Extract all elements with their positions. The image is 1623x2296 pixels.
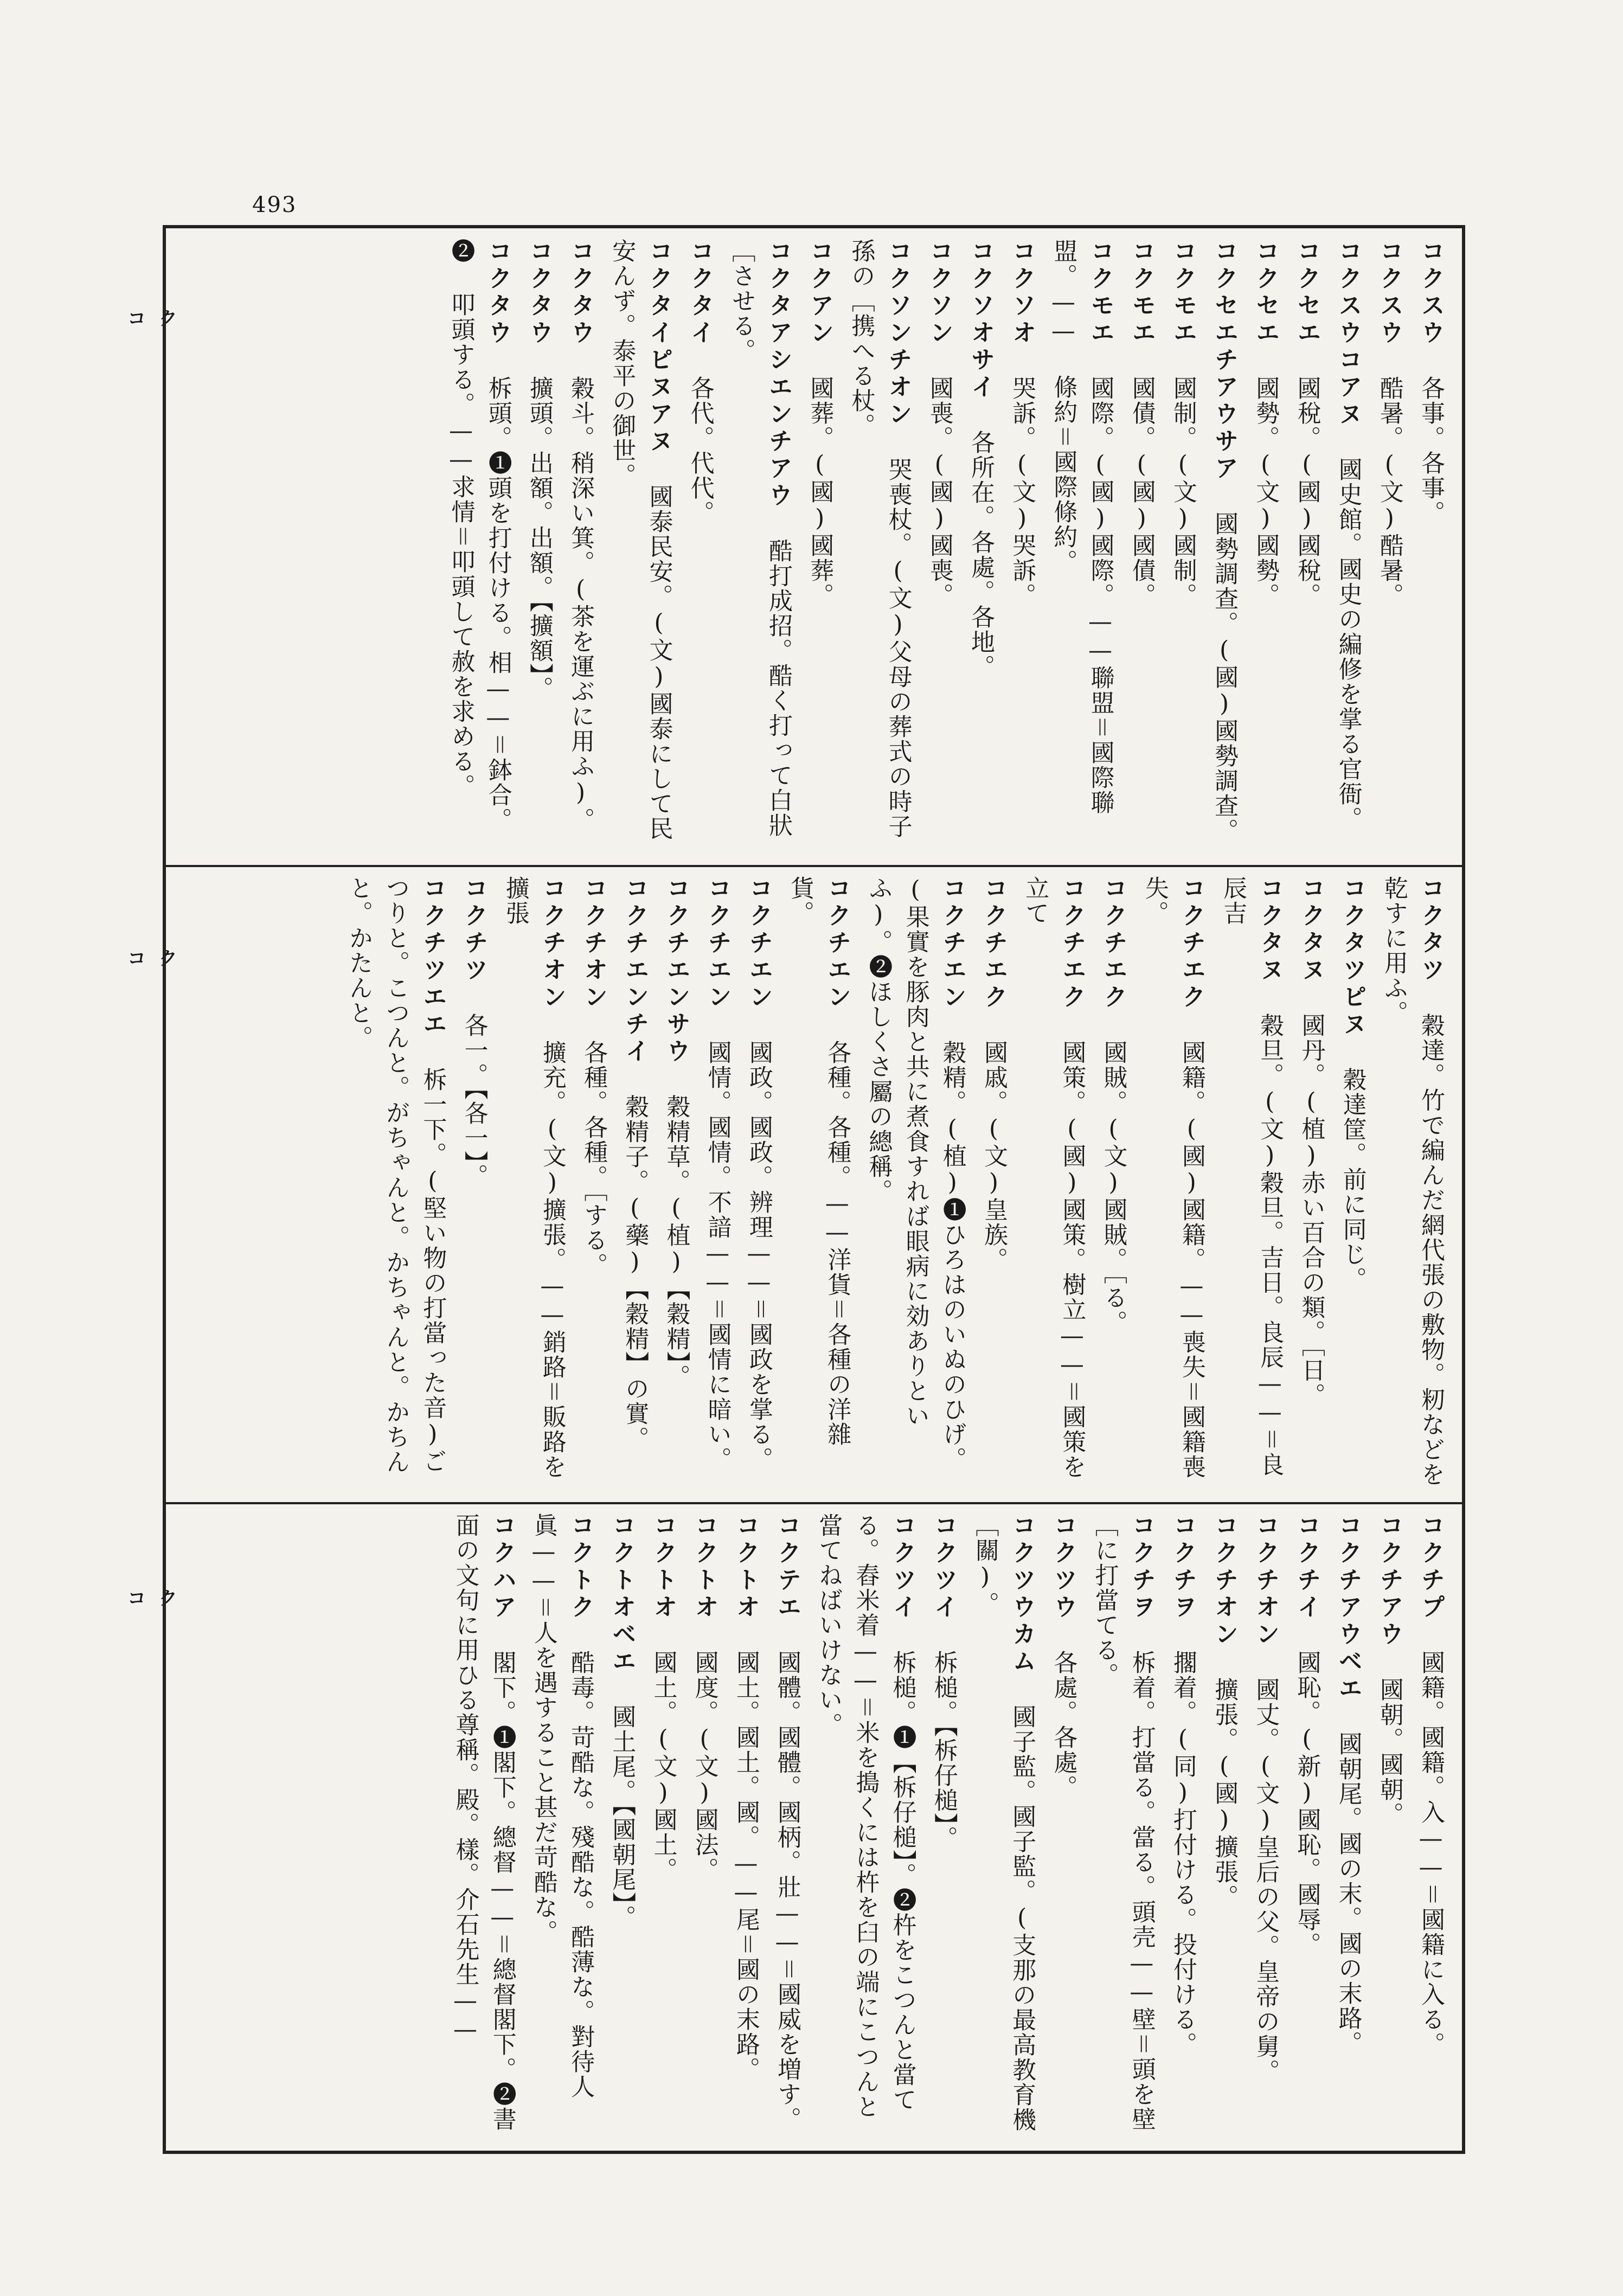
entry-headword: コクソンチオン (884, 239, 912, 428)
entry-definition: 穀精。(植)❶ひろはのいぬのひげ。(果實を豚肉と共に煮食すれば眼病に効ありといふ)。❷ほしくさ屬の總稱。 (864, 876, 966, 1472)
dictionary-entry (616, 876, 653, 1491)
entry-headword: コクツウカム (1008, 1513, 1036, 1676)
entry-definition: 國史館。國史の編修を掌る官衙。 (1334, 457, 1362, 831)
entry-definition: 穀精草。(植)【穀精】。 (662, 1094, 690, 1389)
entry-definition: 穀達筐。前に同じ。 (1338, 1067, 1367, 1292)
dictionary-entry (727, 1513, 764, 2142)
entry-definition: 國葬。(國)國葬。 (806, 376, 834, 608)
entry-definition: 哭訴。(文)哭訴。 (1008, 376, 1036, 608)
dictionary-entry (681, 239, 718, 854)
entry-definition: 柝頭。❶頭を打付ける。相——＝鉢合。❷ 叩頭する。——求情＝叩頭して赦を求める。 (447, 239, 512, 832)
dictionary-entry (446, 1513, 520, 2160)
dictionary-entry (966, 1513, 1040, 2142)
dictionary-entry (925, 1513, 962, 2142)
band-divider (163, 865, 1465, 867)
dictionary-entry (1412, 1513, 1449, 2142)
dictionary-entry (644, 1513, 681, 2142)
entry-headword: コクタヌ (1256, 876, 1284, 984)
entry-headword: コクソオサイ (966, 239, 995, 401)
entry-definition: 國戚。(文)皇族。 (979, 1040, 1008, 1272)
dictionary-entry (657, 876, 694, 1491)
entry-headword: コクモエ (1127, 239, 1156, 347)
entry-headword: コクチエンサウ (662, 876, 690, 1066)
entry-headword: コクタイピヌアヌ (645, 239, 673, 456)
entry-headword: コクチエンチイ (621, 876, 649, 1066)
dictionary-entry (1412, 239, 1449, 854)
entry-definition: 國丹。(植)赤い百合の類。［日。 (1297, 1013, 1325, 1408)
dictionary-entry (1123, 239, 1160, 854)
dictionary-entry (810, 1513, 921, 2142)
dictionary-entry (1333, 876, 1370, 1491)
entry-definition: 各處。各處。 (1049, 1650, 1077, 1800)
entry-headword: コクチオン (1252, 1513, 1280, 1649)
entry-definition: 國子監。國子監。(支那の最高教育機［關)。 (971, 1513, 1036, 2132)
entry-definition: 各種。各種。——洋貨＝各種の洋雜貨。 (786, 876, 851, 1447)
dictionary-entry (1292, 876, 1329, 1491)
entry-headword: コクスウ (1417, 239, 1445, 347)
entry-headword: コクトオ (649, 1513, 677, 1621)
entry-definition: 國喪。(國)國喪。 (925, 376, 953, 608)
entry-definition: 國丈。(文)皇后の父。皇帝の舅。 (1252, 1677, 1280, 2084)
entry-definition: 各事。各事。 (1417, 376, 1445, 525)
dictionary-entry (1094, 876, 1131, 1491)
entry-definition: 國賊。(文)國賊。［る。 (1099, 1040, 1127, 1335)
dictionary-entry (1375, 876, 1449, 1491)
entry-headword: コクチエン (938, 876, 966, 1011)
entry-headword: コクスウコアヌ (1334, 239, 1362, 428)
entry-headword: コクチエク (1177, 876, 1205, 1011)
entry-definition: 各代。代代。 (686, 376, 714, 525)
entry-headword: コクセエ (1293, 239, 1321, 347)
dictionary-entry (842, 239, 916, 854)
dictionary-entry (497, 876, 570, 1491)
entry-definition: 國情。國情。不諳——＝國情に暗い。 (703, 1040, 732, 1472)
entry-headword: コクトオ (732, 1513, 760, 1621)
entry-definition: 穀精子。(藥)【穀精】の實。 (621, 1094, 649, 1451)
entry-headword: コクソン (925, 239, 953, 347)
entry-headword: コクチエン (745, 876, 773, 1011)
entry-definition: 酷暑。(文)酷暑。 (1375, 376, 1403, 608)
dictionary-entry (1205, 239, 1242, 854)
dictionary-entry (1164, 239, 1201, 854)
dictionary-band-top (179, 239, 1449, 854)
entry-headword: コクタツ (1417, 876, 1445, 984)
dictionary-entry (921, 239, 958, 854)
entry-headword: コクテエ (773, 1513, 801, 1621)
entry-headword: コクアン (806, 239, 834, 347)
entry-headword: コクチオン (580, 876, 608, 1011)
entry-headword: コクセエチアウサア (1210, 239, 1239, 483)
entry-headword: コクチアウ (1375, 1513, 1403, 1649)
entry-headword: コクツウ (1049, 1513, 1077, 1621)
dictionary-entry (340, 876, 451, 1491)
entry-definition: 國制。(文)國制。 (1169, 376, 1197, 608)
dictionary-entry (1214, 876, 1288, 1491)
entry-headword: コクチエク (979, 876, 1008, 1011)
entry-headword: コクタウ (525, 239, 553, 347)
entry-headword: コクチヲ (1127, 1513, 1156, 1621)
dictionary-entry (723, 239, 797, 854)
entry-definition: 國土。國土。國。——尾＝國の末路。 (732, 1650, 760, 2082)
dictionary-entry (455, 876, 492, 1491)
dictionary-entry (603, 239, 677, 854)
entry-headword: コクタウ (567, 239, 595, 347)
dictionary-entry (1288, 239, 1325, 854)
dictionary-entry (1086, 1513, 1159, 2142)
dictionary-entry (1371, 239, 1408, 854)
entry-headword: コクチエク (1058, 876, 1086, 1011)
entry-definition: 酷毒。苛酷な。殘酷な。酷薄な。對待人 眞——＝人を遇すること甚だ苛酷な。 (529, 1513, 595, 2128)
entry-headword: コクタアシエンチアウ (765, 239, 792, 510)
dictionary-entry (1016, 876, 1090, 1491)
entry-definition: 各種。各種。［する。 (580, 1040, 608, 1278)
running-head-1: コ ク (127, 308, 181, 330)
entry-definition: 國際。(國)國際。——聯盟＝國際聯盟。—— 條約＝國際條約。 (1049, 239, 1114, 815)
dictionary-band-middle (179, 876, 1449, 1491)
entry-headword: コクチイ (1293, 1513, 1321, 1621)
entry-headword: コクチエン (823, 876, 851, 1011)
dictionary-entry (962, 239, 999, 854)
dictionary-entry (525, 1513, 599, 2142)
running-head-3: コ ク (127, 1588, 181, 1609)
entry-definition: 國度。(文)國法。 (690, 1650, 719, 1882)
entry-definition: 柝槌。【柝仔槌】。 (929, 1650, 958, 1851)
entry-headword: コクチヲ (1169, 1513, 1197, 1621)
entry-headword: コクモエ (1086, 239, 1114, 347)
dictionary-entry (603, 1513, 640, 2142)
entry-definition: 柝一下。(堅い物の打當った音)ごつりと。こつんと。がちゃんと。かちゃんと。かちんと。かたんと。 (344, 876, 447, 1474)
entry-definition: 穀斗。稍深い箕。(茶を運ぶに用ふ)。 (567, 376, 595, 832)
entry-headword: コクトオベエ (608, 1513, 636, 1676)
band-divider (163, 1502, 1465, 1504)
entry-definition: 國債。(國)國債。 (1127, 376, 1156, 608)
dictionary-entry (575, 876, 612, 1491)
entry-definition: 國勢調查。(國)國勢調查。 (1210, 511, 1239, 843)
entry-headword: コクタウ (484, 239, 512, 347)
entry-definition: 穀達。竹で編んだ網代張の敷物。籾などを乾すに用ふ。 (1380, 876, 1445, 1487)
dictionary-entry (698, 876, 735, 1491)
entry-headword: コクチツ (460, 876, 488, 984)
dictionary-entry (685, 1513, 722, 2142)
dictionary-entry (521, 239, 557, 854)
entry-headword: コクトオ (690, 1513, 719, 1621)
dictionary-entry (801, 239, 838, 854)
dictionary-entry (1044, 239, 1118, 854)
entry-definition: 穀旦。(文)穀旦。吉日。良辰——＝良辰吉 (1219, 876, 1284, 1477)
entry-headword: コクツイ (888, 1513, 916, 1621)
entry-definition: 國土。(文)國土。 (649, 1650, 677, 1882)
entry-definition: 擴充。(文)擴張。——銷路＝販路を擴張 (501, 876, 566, 1479)
entry-headword: コクタイ (686, 239, 714, 347)
dictionary-entry (442, 239, 516, 854)
entry-headword: コクチプ (1417, 1513, 1445, 1621)
entry-definition: 國籍。(國)國籍。——喪失＝國籍喪失。 (1140, 876, 1205, 1479)
entry-definition: 各所在。各處。各地。 (966, 430, 995, 679)
dictionary-entry (562, 239, 599, 854)
entry-definition: 各一。【各一】。 (460, 1013, 488, 1189)
entry-headword: コクセエ (1252, 239, 1280, 347)
dictionary-entry (1329, 1513, 1366, 2142)
entry-headword: コクハア (488, 1513, 516, 1621)
entry-definition: 柝着。打當る。當る。頭壳——壁＝頭を壁［に打當てる。 (1090, 1513, 1156, 2132)
entry-definition: 國策。(國)國策。樹立——＝國策を立て (1021, 876, 1086, 1479)
entry-headword: コクチアウベエ (1334, 1513, 1362, 1703)
entry-definition: 國泰民安。(文)國泰にして民安んず。泰平の御世。 (608, 239, 673, 841)
entry-headword: コクチオン (538, 876, 566, 1011)
dictionary-entry (1288, 1513, 1325, 2142)
dictionary-entry (781, 876, 855, 1491)
entry-definition: 國恥。(新)國恥。國辱。 (1293, 1650, 1321, 1957)
entry-definition: 國朝尾。國の末。國の末路。 (1334, 1731, 1362, 2056)
entry-headword: コクチオン (1210, 1513, 1239, 1649)
entry-headword: コクチツエエ (419, 876, 447, 1038)
entry-definition: 國政。國政。辨理——＝國政を掌る。 (745, 1040, 773, 1472)
dictionary-entry (1329, 239, 1366, 854)
entry-headword: コクチエク (1099, 876, 1127, 1011)
dictionary-entry (1247, 239, 1284, 854)
entry-headword: コクタツピヌ (1338, 876, 1367, 1038)
entry-definition: 柝槌。❶【柝仔槌】。❷杵をこつんと當てる。舂米着——＝米を搗くには杵を臼の端にこつんと當てねばいけない。 (814, 1513, 916, 2119)
dictionary-entry (768, 1513, 805, 2142)
entry-definition: 擴張。(國)擴張。 (1210, 1677, 1239, 1909)
dictionary-band-bottom (179, 1513, 1449, 2160)
entry-definition: 國稅。(國)國稅。 (1293, 376, 1321, 608)
dictionary-entry (1371, 1513, 1408, 2142)
dictionary-entry (1205, 1513, 1242, 2142)
entry-definition: 國籍。國籍。入——＝國籍に入る。 (1417, 1650, 1445, 2057)
entry-headword: コクチエン (703, 876, 732, 1011)
entry-definition: 擴頭。出額。出額。【擴額】。 (525, 376, 553, 701)
entry-headword: コクツイ (929, 1513, 958, 1621)
dictionary-entry (1247, 1513, 1284, 2142)
entry-headword: コクトク (567, 1513, 595, 1621)
entry-headword: コクモエ (1169, 239, 1197, 347)
entry-definition: 擱着。(同)打付ける。投付ける。 (1169, 1650, 1197, 2057)
dictionary-entry (1003, 239, 1040, 854)
dictionary-entry (1044, 1513, 1081, 2142)
entry-definition: 國勢。(文)國勢。 (1252, 376, 1280, 608)
dictionary-entry (975, 876, 1012, 1491)
entry-headword: コクタヌ (1297, 876, 1325, 984)
entry-headword: コクスウ (1375, 239, 1403, 347)
dictionary-entry (1164, 1513, 1201, 2142)
dictionary-entry (740, 876, 777, 1491)
dictionary-entry (1136, 876, 1210, 1491)
page-number: 493 (252, 193, 297, 217)
entry-definition: 國朝。國朝。 (1375, 1677, 1403, 1827)
entry-definition: 國土尾。【國朝尾】。 (608, 1704, 636, 1930)
entry-definition: 國體。國體。國柄。壯——＝國威を増す。 (773, 1650, 801, 2132)
entry-definition: 哭喪杖。(文)父母の葬式の時子孫の［携へる杖。 (847, 239, 912, 839)
entry-definition: 酷打成招。酷く打って白狀［させる。 (727, 239, 792, 838)
entry-headword: コクソオ (1008, 239, 1036, 347)
entry-definition: 閣下。❶閣下。總督——＝總督閣下。❷書 面の文句に用ひる尊稱。殿。樣。介石先生—— (451, 1513, 516, 2160)
running-head-2: コ ク (127, 948, 181, 970)
dictionary-entry (859, 876, 971, 1491)
